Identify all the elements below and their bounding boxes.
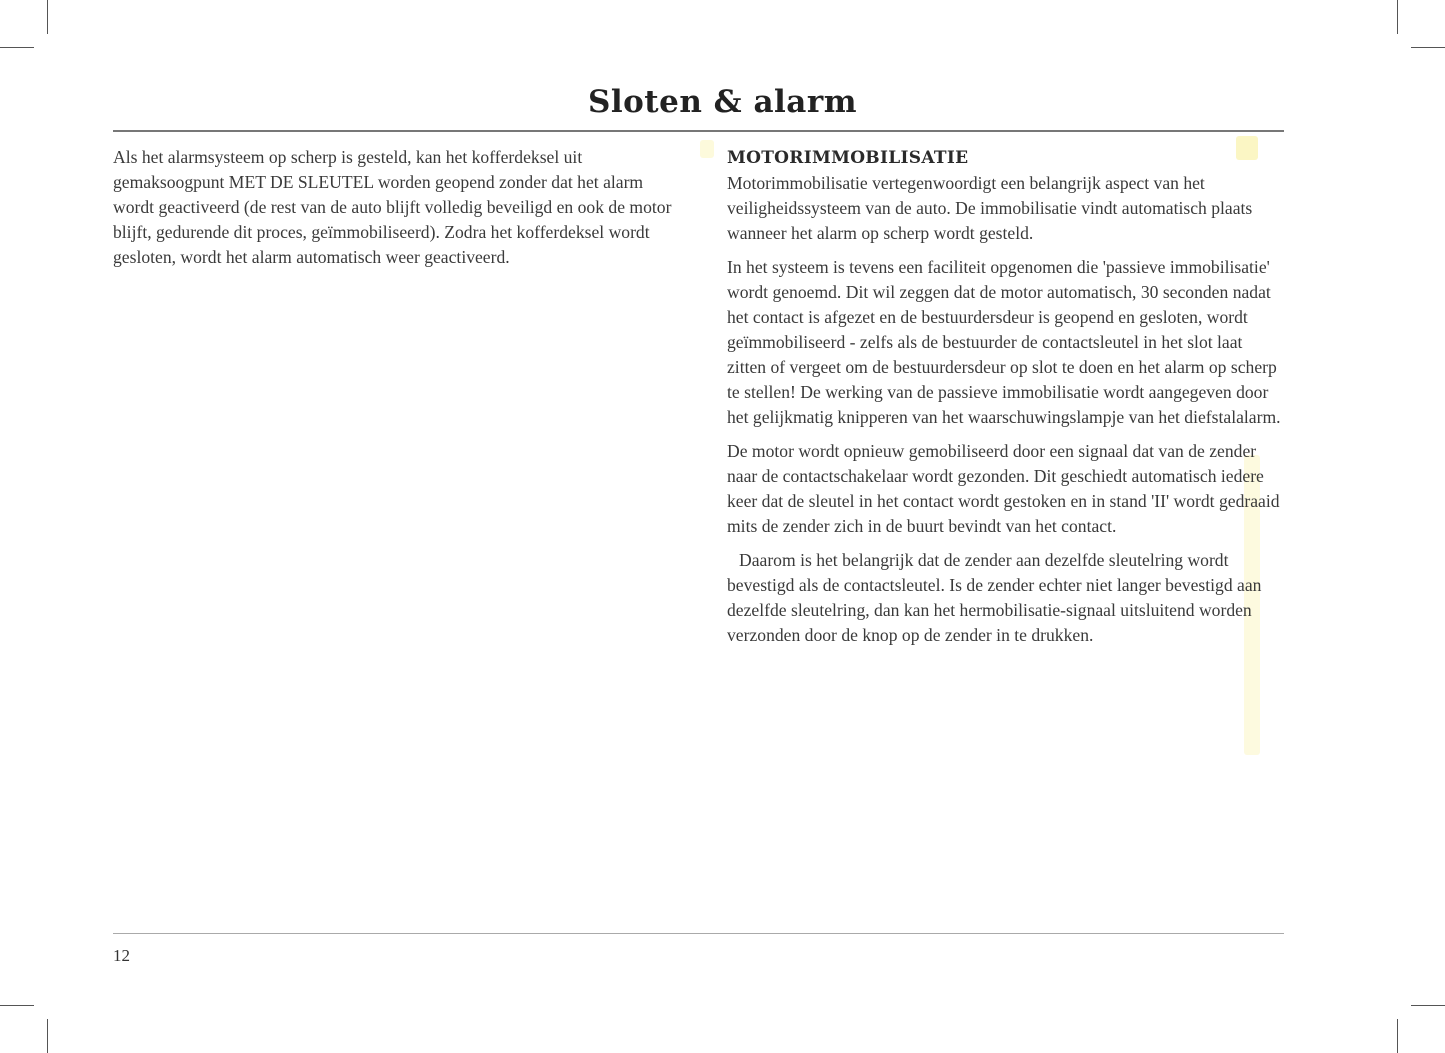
crop-mark: [47, 0, 48, 34]
scan-stain: [700, 140, 714, 158]
footer-divider: [113, 933, 1284, 934]
paragraph-key-ring: Daarom is het belangrijk dat de zender aan dezelfde sleutelring wordt bevestigd als de contactsleutel. Is de zender echter niet langer bevestigd aan dezelfde sleutelring, dan kan het hermobilisatie-signaal uitsluitend worden verzonden door de knop op de zender in te drukken.: [727, 550, 1262, 645]
crop-mark: [1411, 1005, 1445, 1006]
crop-mark: [1397, 1019, 1398, 1053]
right-column: [727, 145, 1283, 657]
left-paragraph: Als het alarmsysteem op scherp is gesteld, kan het kofferdeksel uit gemaksoogpunt MET DE SLEUTEL worden geopend zonder dat het alarm wordt geactiveerd (de rest van de auto blijft volledig beveiligd en ook de motor blijft, gedurende dit proces, geïmmobiliseerd). Zodra het kofferdeksel wordt gesloten, wordt het alarm automatisch weer geactiveerd.: [113, 147, 672, 267]
paragraph-intro: Motorimmobilisatie vertegenwoordigt een belangrijk aspect van het veiligheidssysteem van de auto. De immobilisatie vindt automatisch plaats wanneer het alarm op scherp wordt gesteld.: [727, 173, 1253, 243]
crop-mark: [1397, 0, 1398, 34]
crop-mark: [47, 1019, 48, 1053]
paragraph-passive-immobilisation: In het systeem is tevens een faciliteit opgenomen die 'passieve immobilisatie' wordt genoemd. Dit wil zeggen dat de motor automatisch, 30 seconden nadat het contact is afgezet en de bestuurdersdeur is geopend en gesloten, wordt geïmmobiliseerd - zelfs als de bestuurder de contactsleutel in het slot laat zitten of vergeet om de bestuurdersdeur op slot te doen en het alarm op scherp te stellen! De werking van de passieve immobilisatie wordt aangegeven door het gelijkmatig knipperen van het waarschuwingslampje van het diefstalalarm.: [727, 257, 1281, 427]
left-column: [113, 145, 673, 270]
page-title: Sloten & alarm: [587, 84, 858, 120]
section-heading: MOTORIMMOBILISATIE: [727, 148, 969, 168]
title-divider: [113, 130, 1284, 132]
crop-mark: [1411, 47, 1445, 48]
crop-mark: [0, 1005, 34, 1006]
crop-mark: [0, 47, 34, 48]
paragraph-remobilisation: De motor wordt opnieuw gemobiliseerd door een signaal dat van de zender naar de contactschakelaar wordt gezonden. Dit geschiedt automatisch iedere keer dat de sleutel in het contact wordt gestoken en in stand 'II' wordt gedraaid mits de zender zich in de buurt bevindt van het contact.: [727, 441, 1280, 536]
page-number: 12: [113, 946, 130, 965]
